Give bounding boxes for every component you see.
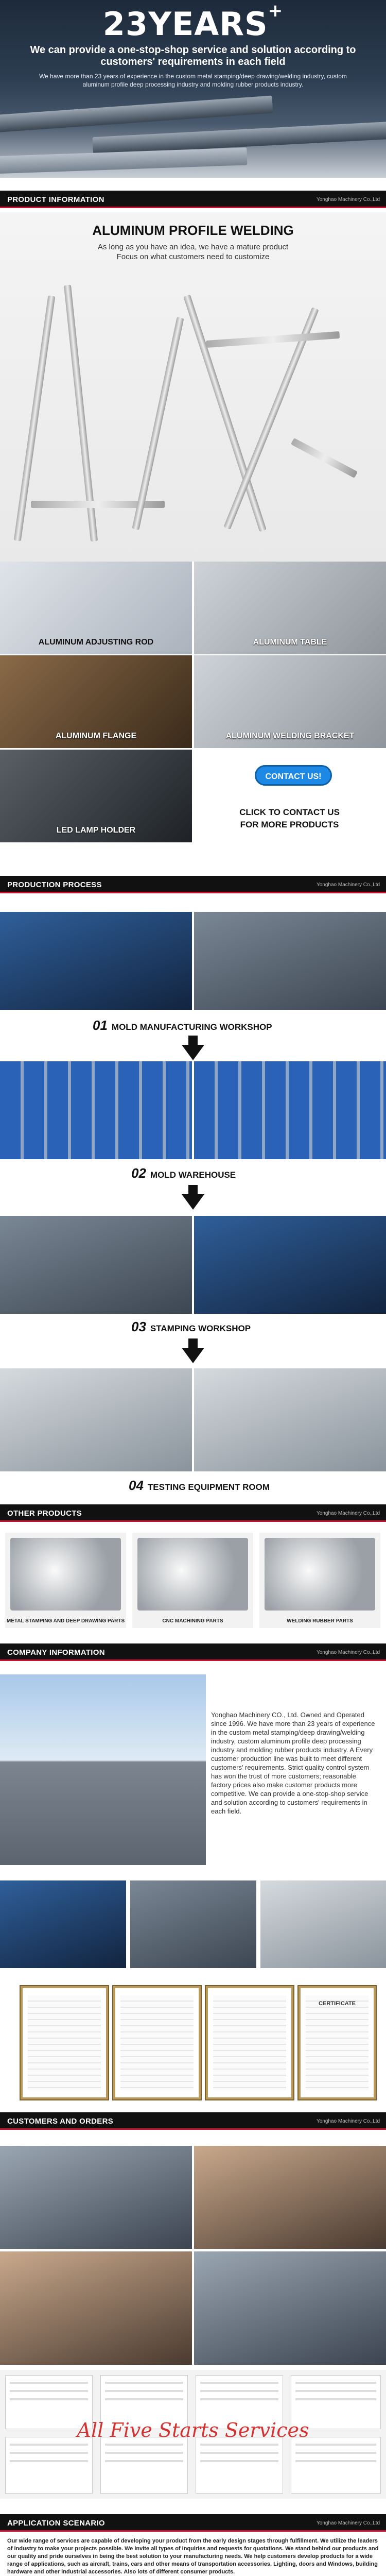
process-step-04: 04 TESTING EQUIPMENT ROOM — [129, 1478, 270, 1493]
weld-frame-image — [206, 331, 340, 348]
product-tile-table[interactable]: ALUMINUM TABLE — [194, 562, 386, 654]
order-screenshot — [291, 2437, 381, 2494]
welding-title: ALUMINUM PROFILE WELDING — [92, 223, 294, 238]
customer-visit-photo — [194, 2251, 386, 2365]
hero-tagline: We can provide a one-stop-shop service and solution according to customers' requirements in each field — [30, 44, 356, 67]
order-screenshot — [100, 2437, 188, 2494]
customer-visit-photo — [194, 2146, 386, 2249]
stamping-workshop-photo — [194, 1216, 386, 1314]
section-header-other-products: OTHER PRODUCTS Yonghao Machinery Co.,Ltd — [0, 1504, 386, 1522]
other-product-rubber[interactable]: WELDING RUBBER PARTS — [259, 1533, 380, 1628]
hero-banner — [0, 0, 386, 178]
process-step-03: 03 STAMPING WORKSHOP — [131, 1319, 251, 1334]
aluminum-welding-banner — [0, 212, 386, 562]
product-tile-welding-bracket[interactable]: ALUMINUM WELDING BRACKET — [194, 655, 386, 748]
process-step-02: 02 MOLD WAREHOUSE — [131, 1165, 236, 1181]
section-header-company-info: COMPANY INFORMATION Yonghao Machinery Co.,Ltd — [0, 1643, 386, 1661]
arrow-down-icon — [188, 1338, 198, 1349]
other-product-stamping[interactable]: METAL STAMPING AND DEEP DRAWING PARTS — [5, 1533, 126, 1628]
five-stars-slogan: All Five Starts Services — [77, 2419, 309, 2442]
weld-frame-image — [291, 438, 358, 478]
order-screenshot — [196, 2437, 283, 2494]
arrow-down-icon — [188, 1036, 198, 1046]
contact-text: CLICK TO CONTACT US FOR MORE PRODUCTS — [239, 807, 340, 829]
arrow-down-icon — [182, 1045, 204, 1060]
aluminum-bar-image — [0, 96, 273, 133]
aluminum-bar-image — [0, 147, 247, 174]
hero-years: 23YEARS+ — [102, 1, 284, 43]
factory-interior-photo — [0, 1880, 126, 1968]
certificate-image — [113, 1986, 201, 2099]
welding-subtitle: As long as you have an idea, we have a mature product Focus on what customers need to customize — [97, 243, 289, 261]
factory-building-photo — [0, 1674, 206, 1865]
stamping-workshop-photo — [0, 1216, 192, 1314]
section-header-production-process: PRODUCTION PROCESS Yonghao Machinery Co.,Ltd — [0, 876, 386, 893]
section-header-application: APPLICATION SCENARIO Yonghao Machinery Co.,Ltd — [0, 2514, 386, 2532]
product-tile-led-lamp-holder[interactable]: LED LAMP HOLDER — [0, 750, 192, 842]
customer-visit-photo — [0, 2251, 192, 2365]
weld-frame-image — [183, 295, 267, 532]
weld-frame-image — [132, 317, 184, 530]
testing-room-photo — [0, 1368, 192, 1471]
product-tile-adjusting-rod[interactable]: ALUMINUM ADJUSTING ROD — [0, 562, 192, 654]
arrow-down-icon — [188, 1185, 198, 1195]
customer-visit-photo — [0, 2146, 192, 2249]
contact-us-block[interactable] — [193, 750, 386, 842]
certificate-image — [21, 1986, 108, 2099]
company-description: Yonghao Machinery CO., Ltd. Owned and Operated since 1996. We have more than 23 years of experience in the custom metal stamping/deep drawing/welding industry, custom aluminum profile deep processing industry and molding rubber products industry. A Every customer production line was built to meet different customers' requirements. Strict quality control system has won the trust of more customers; reasonable factory prices also make customer products more competitive. We can provide a one-stop-shop service and solution according to customers' requirements in each field. — [211, 1711, 375, 1815]
certificate-image: CERTIFICATE — [299, 1986, 376, 2099]
application-description: Our wide range of services are capable of developing your product from the early design stages through fulfillment. We utilize the leaders of industry to make your projects possible. We invite all types of inquiries and requests for quotations. We stand behind our products and our quality and pride ourselves in being the best solution to your manufacturing needs. We help customers develop products for a wide range of applications, such as aircraft, trains, cars and other means of transportation accessories. Lighting, doors and Windows, building hardware and other industrial accessories. Also lots of different consumer products. — [7, 2538, 379, 2575]
mold-warehouse-photo — [194, 1061, 386, 1159]
mold-warehouse-photo — [0, 1061, 192, 1159]
section-header-product-info: PRODUCT INFORMATION Yonghao Machinery Co.,Ltd — [0, 191, 386, 208]
section-header-customers: CUSTOMERS AND ORDERS Yonghao Machinery Co.,Ltd — [0, 2112, 386, 2130]
contact-us-button[interactable]: CONTACT US! — [255, 765, 332, 786]
arrow-down-icon — [182, 1194, 204, 1210]
rubber-parts-image — [265, 1538, 375, 1611]
mold-workshop-photo — [0, 912, 192, 1010]
factory-interior-photo — [130, 1880, 256, 1968]
order-screenshot — [5, 2437, 93, 2494]
other-product-cnc[interactable]: CNC MACHINING PARTS — [132, 1533, 253, 1628]
product-tile-flange[interactable]: ALUMINUM FLANGE — [0, 655, 192, 748]
cnc-parts-image — [137, 1538, 248, 1611]
stamping-parts-image — [10, 1538, 121, 1611]
arrow-down-icon — [182, 1348, 204, 1363]
certificate-image — [206, 1986, 293, 2099]
testing-room-photo — [194, 1368, 386, 1471]
factory-interior-photo — [260, 1880, 386, 1968]
hero-description: We have more than 23 years of experience in the custom metal stamping/deep drawing/welding industry, custom aluminum profile deep processing industry and molding rubber products industry. — [39, 73, 347, 88]
mold-workshop-photo — [194, 912, 386, 1010]
process-step-01: 01 MOLD MANUFACTURING WORKSHOP — [93, 1018, 272, 1033]
